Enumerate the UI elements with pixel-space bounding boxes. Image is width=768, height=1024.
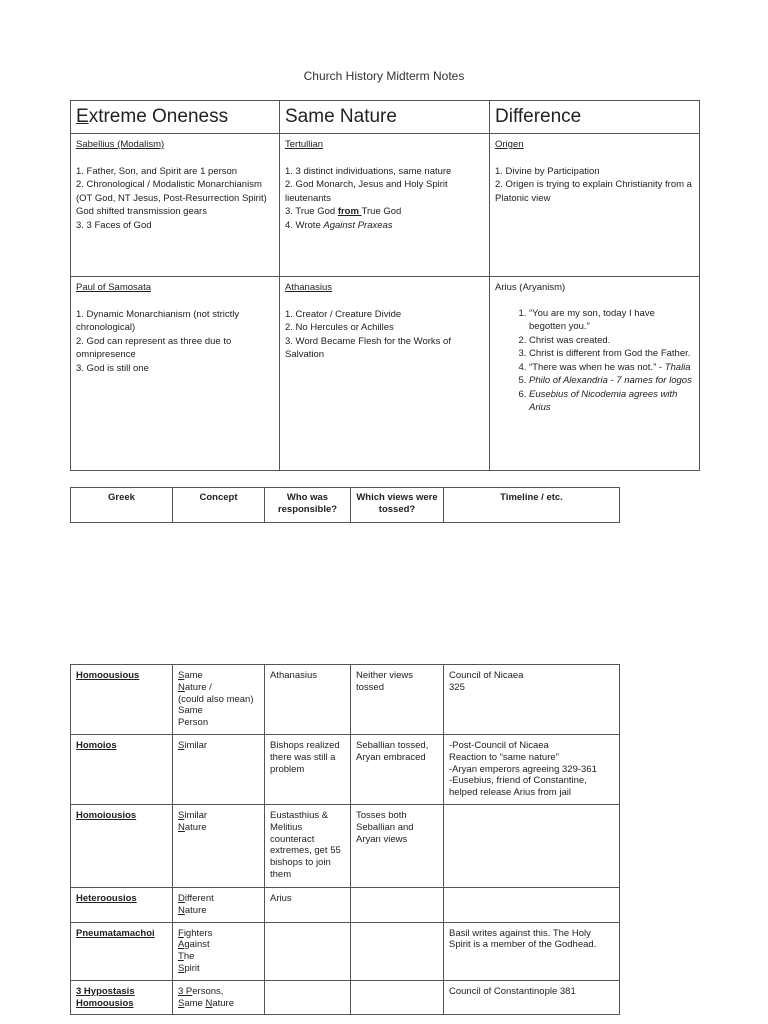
table-row	[71, 665, 620, 735]
tossed-cell: Neither views tossed	[351, 665, 444, 735]
timeline-cell	[444, 804, 620, 887]
who-cell: Bishops realized there was still a problem	[265, 734, 351, 804]
tossed-cell: Tosses both Seballian and Aryan views	[351, 804, 444, 887]
term-3-hypostasis-homoousios: 3 Hypostasis Homoousios	[71, 980, 173, 1015]
views-header-row	[71, 101, 700, 134]
term-homoiousios: Homoiousios	[71, 804, 173, 887]
list-item: 3. Christ is different from God the Father.	[529, 347, 694, 361]
who-cell	[265, 980, 351, 1015]
views-row	[71, 277, 700, 471]
cell-origen: Origen 1. Divine by Participation 2. Origen is trying to explain Christianity from a Platonic view	[490, 134, 700, 277]
table-row	[71, 887, 620, 922]
list-item: 5. Philo of Alexandria - 7 names for logos	[529, 374, 694, 388]
list-item: 4. “There was when he was not.” - Thalia	[529, 361, 694, 375]
header-who-responsible: Who was responsible?	[265, 488, 351, 523]
term-homoios: Homoios	[71, 734, 173, 804]
header-greek: Greek	[71, 488, 173, 523]
term-heteroousios: Heteroousios	[71, 887, 173, 922]
concept-cell: Different Nature	[173, 887, 265, 922]
term-homoousious: Homoousious	[71, 665, 173, 735]
timeline-cell	[444, 887, 620, 922]
cell-heading: Athanasius	[285, 282, 333, 293]
header-timeline: Timeline / etc.	[444, 488, 620, 523]
who-cell: Athanasius	[265, 665, 351, 735]
greek-header-table	[70, 487, 620, 523]
timeline-cell: Basil writes against this. The Holy Spirit is a member of the Godhead.	[444, 922, 620, 980]
header-concept: Concept	[173, 488, 265, 523]
arius-list	[495, 307, 694, 415]
concept-cell: Same Nature / (could also mean) Same Person	[173, 665, 265, 735]
header-difference: Difference	[490, 101, 700, 134]
who-cell	[265, 922, 351, 980]
greek-terms-table	[70, 664, 620, 1015]
term-pneumatamachoi: Pneumatamachoi	[71, 922, 173, 980]
theology-views-table	[70, 100, 700, 471]
timeline-cell: Council of Constantinople 381	[444, 980, 620, 1015]
table-row	[71, 980, 620, 1015]
greek-header-row	[71, 488, 620, 523]
tossed-cell: Seballian tossed, Aryan embraced	[351, 734, 444, 804]
concept-cell: Similar	[173, 734, 265, 804]
cell-heading: Sabellius (Modalism)	[76, 139, 165, 150]
cell-heading: Origen	[495, 139, 524, 150]
document-title: Church History Midterm Notes	[303, 69, 465, 83]
header-views-tossed: Which views were tossed?	[351, 488, 444, 523]
table-row	[71, 804, 620, 887]
list-item: 2. Christ was created.	[529, 334, 694, 348]
tossed-cell	[351, 887, 444, 922]
table-row	[71, 734, 620, 804]
concept-cell: Similar Nature	[173, 804, 265, 887]
timeline-cell: -Post-Council of Nicaea Reaction to “same nature” -Aryan emperors agreeing 329-361 -Eusebius, friend of Constantine, helped release Arius from jail	[444, 734, 620, 804]
tossed-cell	[351, 922, 444, 980]
header-extreme-oneness: Extreme Oneness	[71, 101, 280, 134]
concept-cell: 3 Persons, Same Nature	[173, 980, 265, 1015]
views-row	[71, 134, 700, 277]
cell-paul-of-samosata: Paul of Samosata 1. Dynamic Monarchianism (not strictly chronological) 2. God can represent as three due to omnipresence 3. God is still one	[71, 277, 280, 471]
cell-heading: Tertullian	[285, 139, 324, 150]
cell-arius	[490, 277, 700, 471]
cell-sabellius: Sabellius (Modalism) 1. Father, Son, and Spirit are 1 person 2. Chronological / Modalistic Monarchianism (OT God, NT Jesus, Post-Resurrection Spirit) God shifted transmission gears 3. 3 Faces of God	[71, 134, 280, 277]
who-cell: Eustasthius & Melitius counteract extremes, get 55 bishops to join them	[265, 804, 351, 887]
list-item: 6. Eusebius of Nicodemia agrees with Arius	[529, 388, 694, 415]
cell-athanasius: Athanasius 1. Creator / Creature Divide 2. No Hercules or Achilles 3. Word Became Flesh for the Works of Salvation	[280, 277, 490, 471]
list-item: 1. “You are my son, today I have begotten you.”	[529, 307, 694, 334]
header-same-nature: Same Nature	[280, 101, 490, 134]
cell-heading: Paul of Samosata	[76, 282, 151, 293]
table-row	[71, 922, 620, 980]
who-cell: Arius	[265, 887, 351, 922]
cell-heading: Arius (Aryanism)	[495, 282, 566, 293]
concept-cell: Fighters Against The Spirit	[173, 922, 265, 980]
tossed-cell	[351, 980, 444, 1015]
timeline-cell: Council of Nicaea 325	[444, 665, 620, 735]
cell-tertullian: Tertullian 1. 3 distinct individuations, same nature 2. God Monarch, Jesus and Holy Spirit lieutenants 3. True God from True God 4. Wrote Against Praxeas	[280, 134, 490, 277]
